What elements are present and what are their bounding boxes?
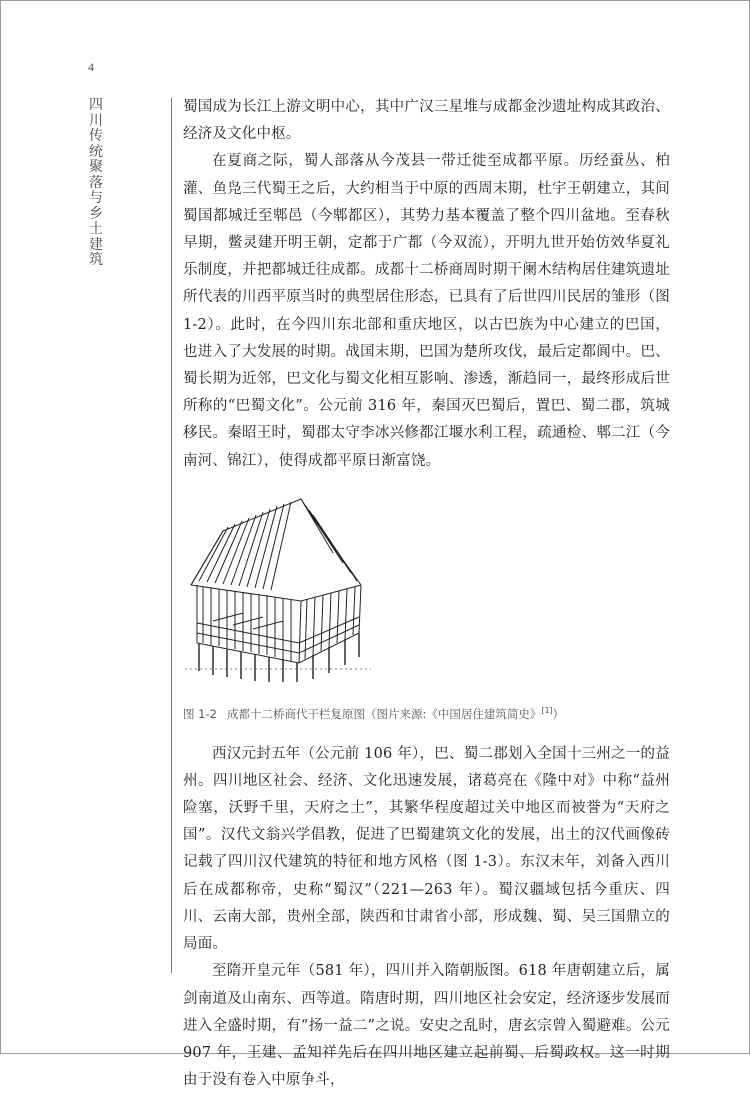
figure xyxy=(183,479,670,704)
paragraph: 西汉元封五年（公元前 106 年），巴、蜀二郡划入全国十三州之一的益州。四川地区社会、经济、文化迅速发展，诸葛亮在《隆中对》中称“益州险塞，沃野千里，天府之土”，其繁华程度超过关中地区而被誉为“天府之国”。汉代文翁兴学倡教，促进了巴蜀建筑文化的发展，出土的汉代画像砖记载了四川汉代建筑的特征和地方风格（图 1-3）。东汉末年，刘备入西川后在成都称帝，史称“蜀汉”（221—263 年）。蜀汉疆域包括今重庆、四川、云南大部，贵州全部，陕西和甘肃省小部，形成魏、蜀、吴三国鼎立的局面。 xyxy=(183,745,670,953)
stilt-house-illustration xyxy=(183,493,373,683)
page-number: 4 xyxy=(88,60,94,74)
figure-caption-text: 成都十二桥商代干栏复原图（图片来源:《中国居住建筑简史》 xyxy=(226,706,542,721)
margin-rule xyxy=(171,98,172,973)
running-head: 四川传统聚落与乡土建筑 xyxy=(89,97,103,268)
paragraph: 在夏商之际，蜀人部落从今茂县一带迁徙至成都平原。历经蚕丛、柏灌、鱼凫三代蜀王之后，大约相当于中原的西周末期，杜宇王朝建立，其间蜀国都城迁至郫邑（今郫都区），其势力基本覆盖了整个四川盆地。至春秋早期，鳖灵建开明王朝，定都于广都（今双流），开明九世开始仿效华夏礼乐制度，并把都城迁往成都。成都十二桥商周时期干阑木结构居住建筑遗址所代表的川西平原当时的典型居住形态，已具有了后世四川民居的雏形（图 1-2）。此时，在今四川东北部和重庆地区，以古巴族为中心建立的巴国，也进入了大发展的时期。战国末期，巴国为楚所攻伐，最后定都阆中。巴、蜀长期为近邻，巴文化与蜀文化相互影响、渗透，渐趋同一，最终形成后世所称的“巴蜀文化”。公元前 316 年，秦国灭巴蜀后，置巴、蜀二郡，筑城移民。秦昭王时，蜀郡太守李冰兴修都江堰水利工程，疏通检、郫二江（今南河、锦江），使得成都平原日渐富饶。 xyxy=(183,153,670,469)
figure-caption-end: ） xyxy=(552,706,565,721)
paragraph: 蜀国成为长江上游文明中心，其中广汉三星堆与成都金沙遗址构成其政治、经济及文化中枢。 xyxy=(183,99,670,143)
paragraph: 至隋开皇元年（581 年），四川并入隋朝版图。618 年唐朝建立后，属剑南道及山南东、西等道。隋唐时期，四川地区社会安定，经济逐步发展而进入全盛时期，有“扬一益二”之说。安史之乱时，唐玄宗曾入蜀避难。公元 907 年，王建、孟知祥先后在四川地区建立起前蜀、后蜀政权。这一时期由于没有卷入中原争斗， xyxy=(183,963,670,1089)
figure-caption xyxy=(183,704,670,721)
figure-reference: [1] xyxy=(541,705,553,715)
body-text xyxy=(183,94,670,1094)
figure-number: 图 1-2 xyxy=(183,706,217,721)
